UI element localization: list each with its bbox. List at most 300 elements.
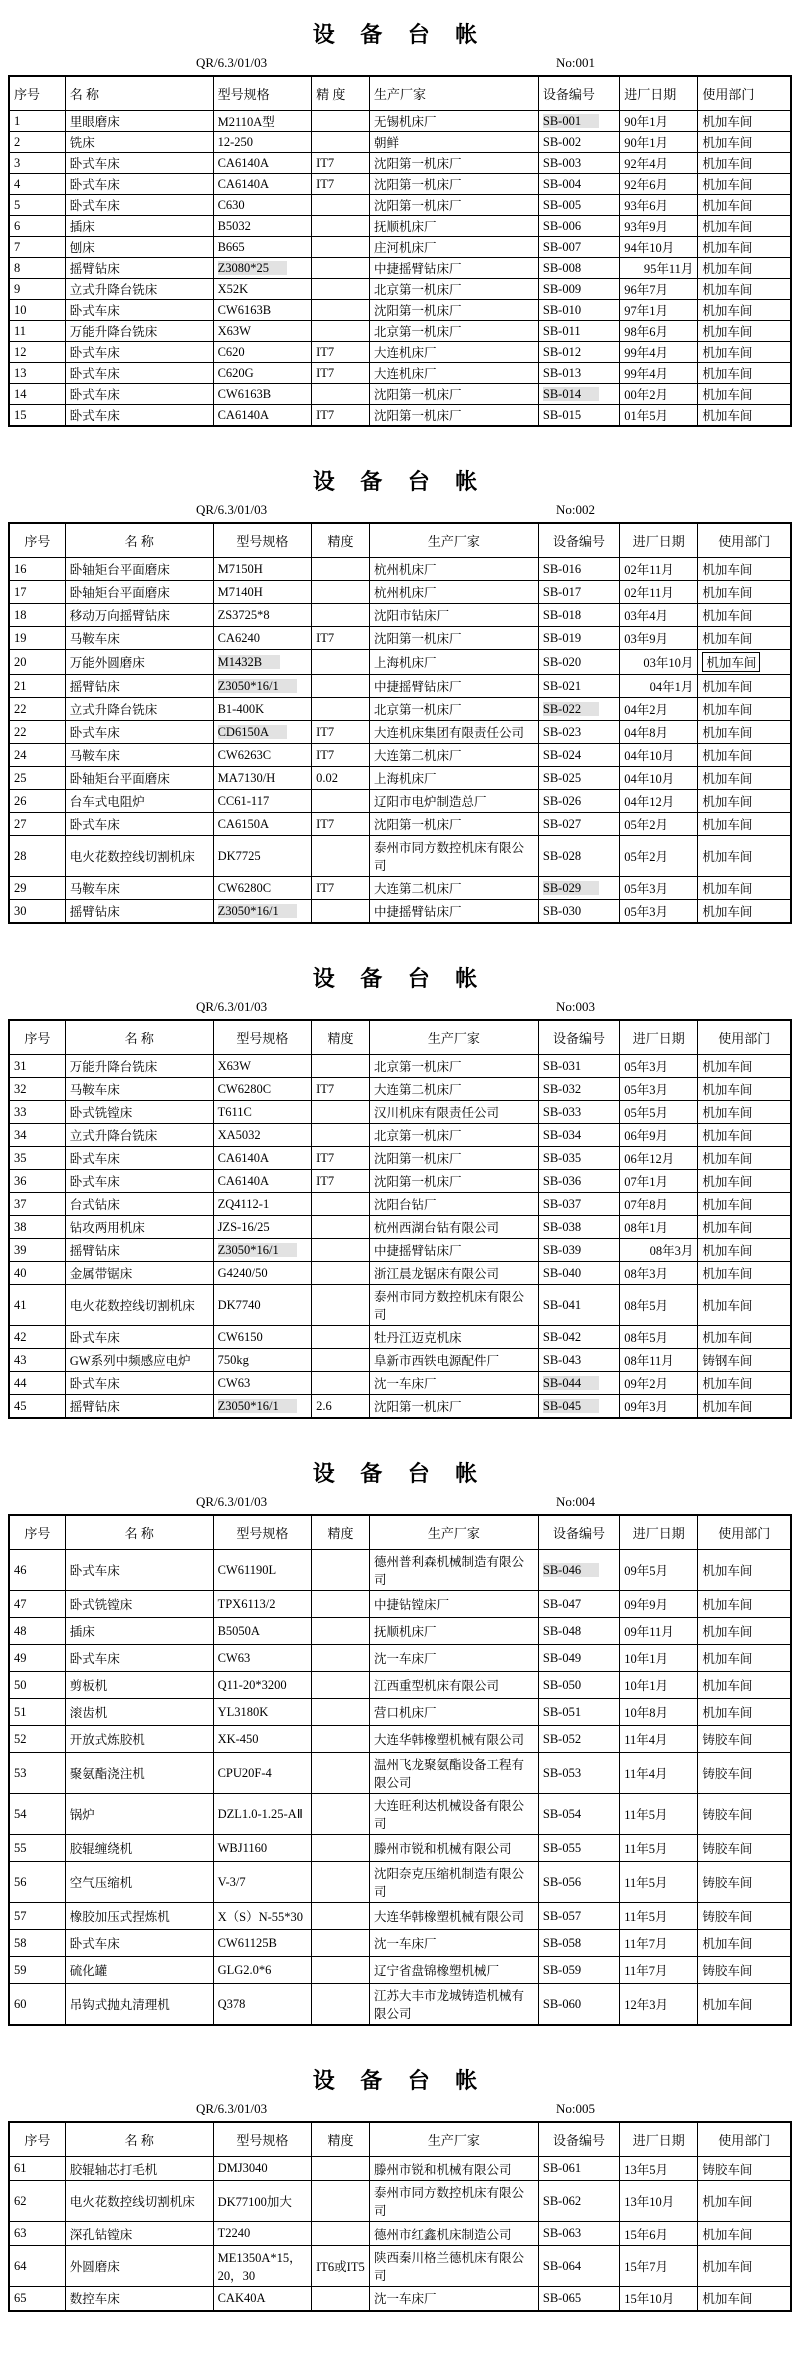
equipment-no-value: SB-018 — [542, 607, 582, 622]
department-value: 机加车间 — [702, 1652, 753, 1666]
cell-equipment-no — [538, 1124, 619, 1147]
equipment-no-value: SB-002 — [542, 134, 582, 149]
cell-equipment-no — [538, 767, 619, 790]
cell-name: 卧式车床 — [65, 1645, 213, 1672]
cell-manufacturer: 辽宁省盘锦橡塑机械厂 — [369, 1957, 538, 1984]
table-row — [9, 627, 791, 650]
cell-date: 00年2月 — [620, 384, 698, 405]
equipment-no-value: SB-040 — [542, 1265, 582, 1280]
table-row — [9, 2246, 791, 2287]
table-row — [9, 1239, 791, 1262]
ledger-section — [8, 954, 792, 1419]
model-value: G4240/50 — [217, 1265, 268, 1280]
cell-date: 15年6月 — [620, 2222, 698, 2246]
cell-precision — [312, 1726, 370, 1753]
cell-model — [213, 1591, 312, 1618]
cell-seq: 63 — [9, 2222, 65, 2246]
cell-precision — [312, 1349, 370, 1372]
page-title: 设 备 台 帐 — [312, 966, 488, 991]
cell-equipment-no — [538, 1957, 619, 1984]
equipment-no-value: SB-048 — [542, 1623, 582, 1638]
equipment-no-value: SB-041 — [542, 1297, 582, 1312]
cell-name: 摇臂钻床 — [65, 675, 213, 698]
cell-date: 08年3月 — [620, 1239, 698, 1262]
cell-manufacturer: 上海机床厂 — [369, 650, 538, 675]
cell-equipment-no — [538, 744, 619, 767]
model-value: B1-400K — [217, 701, 265, 716]
cell-manufacturer: 滕州市锐和机械有限公司 — [369, 1835, 538, 1862]
cell-date: 11年7月 — [620, 1957, 698, 1984]
department-value: 机加车间 — [702, 563, 753, 577]
cell-manufacturer: 中捷摇臂钻床厂 — [369, 675, 538, 698]
cell-department — [698, 1726, 791, 1753]
cell-seq: 11 — [9, 321, 65, 342]
cell-precision — [312, 1055, 370, 1078]
cell-name: 马鞍车床 — [65, 744, 213, 767]
cell-name: 摇臂钻床 — [65, 1239, 213, 1262]
table-row — [9, 384, 791, 405]
model-value: M2110A型 — [217, 115, 275, 129]
cell-model — [213, 237, 312, 258]
cell-department — [698, 216, 791, 237]
page-number: No:003 — [556, 999, 595, 1014]
model-value: X63W — [217, 323, 251, 338]
cell-seq: 58 — [9, 1930, 65, 1957]
cell-seq: 38 — [9, 1216, 65, 1239]
cell-seq: 15 — [9, 405, 65, 427]
cell-manufacturer: 辽阳市电炉制造总厂 — [369, 790, 538, 813]
cell-name: 卧式车床 — [65, 721, 213, 744]
cell-manufacturer: 沈阳第一机床厂 — [369, 384, 538, 405]
cell-seq: 14 — [9, 384, 65, 405]
cell-equipment-no — [538, 2222, 619, 2246]
table-row — [9, 836, 791, 877]
equipment-no-value: SB-026 — [542, 793, 582, 808]
model-value: B5032 — [217, 218, 251, 233]
equipment-no-value: SB-049 — [542, 1650, 582, 1665]
cell-department — [698, 877, 791, 900]
cell-date: 11年5月 — [620, 1835, 698, 1862]
department-value: 机加车间 — [702, 1175, 753, 1189]
cell-equipment-no — [538, 216, 619, 237]
cell-model — [213, 1349, 312, 1372]
cell-seq: 43 — [9, 1349, 65, 1372]
column-header: 生产厂家 — [369, 1020, 538, 1055]
cell-precision — [312, 384, 370, 405]
cell-date: 96年7月 — [620, 279, 698, 300]
table-row — [9, 790, 791, 813]
cell-precision — [312, 790, 370, 813]
cell-date: 90年1月 — [620, 132, 698, 153]
cell-equipment-no — [538, 813, 619, 836]
equipment-no-value: SB-023 — [542, 724, 582, 739]
table-row — [9, 1147, 791, 1170]
cell-model — [213, 836, 312, 877]
equipment-no-value: SB-038 — [542, 1219, 582, 1234]
cell-precision: IT7 — [312, 1170, 370, 1193]
equipment-table — [8, 1514, 792, 2026]
cell-precision — [312, 1591, 370, 1618]
table-row — [9, 813, 791, 836]
equipment-no-value: SB-043 — [542, 1352, 582, 1367]
cell-seq: 32 — [9, 1078, 65, 1101]
cell-model — [213, 195, 312, 216]
cell-manufacturer: 沈阳第一机床厂 — [369, 174, 538, 195]
cell-manufacturer: 沈阳第一机床厂 — [369, 195, 538, 216]
table-row — [9, 195, 791, 216]
cell-manufacturer: 汉川机床有限责任公司 — [369, 1101, 538, 1124]
cell-name: 卧轴矩台平面磨床 — [65, 767, 213, 790]
cell-manufacturer: 大连机床厂 — [369, 342, 538, 363]
cell-date: 05年5月 — [620, 1101, 698, 1124]
cell-precision: IT7 — [312, 1147, 370, 1170]
cell-name: 卧式车床 — [65, 1372, 213, 1395]
cell-seq: 20 — [9, 650, 65, 675]
department-value: 机加车间 — [702, 749, 753, 763]
model-value: CW63 — [217, 1650, 251, 1665]
model-value: CD6150A — [218, 725, 287, 739]
equipment-no-value: SB-056 — [542, 1874, 582, 1889]
cell-name: GW系列中频感应电炉 — [65, 1349, 213, 1372]
table-row — [9, 1699, 791, 1726]
cell-model — [213, 216, 312, 237]
cell-equipment-no — [538, 1055, 619, 1078]
cell-model — [213, 1239, 312, 1262]
equipment-no-value: SB-009 — [542, 281, 582, 296]
model-value: CW6263C — [217, 747, 272, 762]
cell-equipment-no — [538, 558, 619, 581]
cell-name: 卧式车床 — [65, 195, 213, 216]
department-value: 铸钢车间 — [702, 1354, 753, 1368]
cell-precision — [312, 1699, 370, 1726]
equipment-no-value: SB-024 — [542, 747, 582, 762]
cell-precision — [312, 2222, 370, 2246]
cell-model — [213, 1285, 312, 1326]
header-row — [9, 523, 791, 558]
cell-department — [698, 1055, 791, 1078]
cell-date: 92年4月 — [620, 153, 698, 174]
cell-model — [213, 405, 312, 427]
column-header: 进厂日期 — [620, 523, 698, 558]
cell-date: 95年11月 — [620, 258, 698, 279]
cell-model — [213, 1672, 312, 1699]
cell-equipment-no — [538, 174, 619, 195]
equipment-no-value: SB-008 — [542, 260, 582, 275]
model-value: Z3050*16/1 — [218, 1399, 297, 1413]
column-header: 型号规格 — [213, 2122, 312, 2157]
cell-model — [213, 2287, 312, 2311]
cell-department — [698, 1101, 791, 1124]
model-value: ME1350A*15，20，30 — [217, 2251, 302, 2283]
table-row — [9, 2157, 791, 2181]
document — [8, 10, 792, 2312]
cell-model — [213, 1147, 312, 1170]
cell-precision — [312, 1101, 370, 1124]
department-value: 机加车间 — [702, 1152, 753, 1166]
cell-equipment-no — [538, 2246, 619, 2287]
cell-manufacturer: 杭州西湖台钻有限公司 — [369, 1216, 538, 1239]
cell-equipment-no — [538, 1262, 619, 1285]
cell-manufacturer: 中捷钻镗床厂 — [369, 1591, 538, 1618]
cell-model — [213, 279, 312, 300]
table-row — [9, 1395, 791, 1419]
cell-name: 钻攻两用机床 — [65, 1216, 213, 1239]
department-value: 机加车间 — [702, 2292, 753, 2307]
model-value: 750kg — [217, 1352, 249, 1367]
model-value: Z3050*16/1 — [218, 904, 297, 918]
cell-model — [213, 1835, 312, 1862]
form-code: QR/6.3/01/03 — [196, 502, 268, 517]
model-value: CW6280C — [217, 1081, 272, 1096]
cell-manufacturer: 沈阳市钻床厂 — [369, 604, 538, 627]
ledger-section — [8, 1449, 792, 2026]
table-meta — [8, 1494, 792, 1514]
column-header: 精度 — [312, 2122, 370, 2157]
cell-date: 08年3月 — [620, 1262, 698, 1285]
cell-equipment-no — [538, 581, 619, 604]
cell-date: 99年4月 — [620, 342, 698, 363]
department-value: 铸胶车间 — [702, 1767, 753, 1781]
cell-precision — [312, 2181, 370, 2222]
cell-department — [698, 258, 791, 279]
cell-name: 摇臂钻床 — [65, 258, 213, 279]
cell-equipment-no — [538, 675, 619, 698]
department-value: 机加车间 — [702, 2260, 753, 2274]
cell-name: 万能外圆磨床 — [65, 650, 213, 675]
ledger-section — [8, 2056, 792, 2312]
cell-equipment-no — [538, 1147, 619, 1170]
model-value: DK7725 — [217, 848, 261, 863]
cell-precision — [312, 258, 370, 279]
cell-date: 11年5月 — [620, 1862, 698, 1903]
column-header: 进厂日期 — [620, 76, 698, 111]
cell-equipment-no — [538, 1395, 619, 1419]
column-header: 型号规格 — [213, 523, 312, 558]
column-header: 精度 — [312, 1515, 370, 1550]
cell-manufacturer: 北京第一机床厂 — [369, 321, 538, 342]
cell-precision — [312, 216, 370, 237]
table-row — [9, 1726, 791, 1753]
cell-manufacturer: 温州飞龙聚氨酯设备工程有限公司 — [369, 1753, 538, 1794]
cell-department — [698, 1984, 791, 2026]
cell-date: 09年3月 — [620, 1395, 698, 1419]
cell-equipment-no — [538, 1349, 619, 1372]
equipment-no-value: SB-015 — [542, 407, 582, 422]
cell-equipment-no — [538, 1753, 619, 1794]
column-header: 进厂日期 — [620, 1515, 698, 1550]
cell-seq: 29 — [9, 877, 65, 900]
department-value: 铸胶车间 — [702, 1964, 753, 1978]
cell-date: 11年4月 — [620, 1726, 698, 1753]
cell-date: 05年3月 — [620, 900, 698, 924]
table-row — [9, 1618, 791, 1645]
table-row — [9, 2287, 791, 2311]
cell-name: 胶辊轴芯打毛机 — [65, 2157, 213, 2181]
ledger-section — [8, 10, 792, 427]
cell-manufacturer: 大连第二机床厂 — [369, 1078, 538, 1101]
cell-model — [213, 1753, 312, 1794]
model-value: DZL1.0-1.25-AⅡ — [217, 1807, 303, 1821]
cell-name: 卧式车床 — [65, 813, 213, 836]
model-value: XA5032 — [217, 1127, 261, 1142]
equipment-no-value: SB-060 — [542, 1996, 582, 2011]
cell-manufacturer: 上海机床厂 — [369, 767, 538, 790]
equipment-no-value: SB-021 — [542, 678, 582, 693]
cell-precision — [312, 279, 370, 300]
table-row — [9, 1285, 791, 1326]
equipment-no-value: SB-019 — [542, 630, 582, 645]
table-row — [9, 1262, 791, 1285]
cell-date: 15年10月 — [620, 2287, 698, 2311]
cell-model — [213, 1903, 312, 1930]
cell-seq: 26 — [9, 790, 65, 813]
cell-manufacturer: 庄河机床厂 — [369, 237, 538, 258]
cell-model — [213, 174, 312, 195]
cell-name: 硫化罐 — [65, 1957, 213, 1984]
cell-equipment-no — [538, 1078, 619, 1101]
cell-precision: IT7 — [312, 342, 370, 363]
cell-seq: 41 — [9, 1285, 65, 1326]
cell-precision — [312, 1285, 370, 1326]
cell-precision: IT7 — [312, 1078, 370, 1101]
column-header: 精度 — [312, 1020, 370, 1055]
cell-department — [698, 627, 791, 650]
department-value: 机加车间 — [702, 199, 753, 213]
model-value: ZS3725*8 — [217, 607, 270, 622]
cell-name: 卧式车床 — [65, 153, 213, 174]
column-header: 使用部门 — [698, 523, 791, 558]
cell-seq: 9 — [9, 279, 65, 300]
department-value: 铸胶车间 — [702, 2162, 753, 2177]
model-value: DK7740 — [217, 1297, 261, 1312]
column-header: 生产厂家 — [369, 2122, 538, 2157]
cell-seq: 33 — [9, 1101, 65, 1124]
cell-precision — [312, 1645, 370, 1672]
cell-department — [698, 342, 791, 363]
cell-manufacturer: 北京第一机床厂 — [369, 698, 538, 721]
model-value: DMJ3040 — [217, 2161, 268, 2175]
cell-department — [698, 1124, 791, 1147]
cell-precision — [312, 836, 370, 877]
cell-date: 11年5月 — [620, 1794, 698, 1835]
column-header: 序号 — [9, 1515, 65, 1550]
model-value: CW61125B — [217, 1935, 277, 1950]
cell-seq: 1 — [9, 111, 65, 132]
cell-precision — [312, 1193, 370, 1216]
cell-manufacturer: 中捷摇臂钻床厂 — [369, 258, 538, 279]
cell-department — [698, 2246, 791, 2287]
cell-date: 13年5月 — [620, 2157, 698, 2181]
cell-model — [213, 132, 312, 153]
cell-manufacturer: 北京第一机床厂 — [369, 1124, 538, 1147]
cell-equipment-no — [538, 342, 619, 363]
department-value: 机加车间 — [702, 2195, 753, 2209]
department-value: 铸胶车间 — [702, 1876, 753, 1890]
cell-seq: 64 — [9, 2246, 65, 2287]
model-value: M7150H — [217, 561, 263, 576]
cell-seq: 6 — [9, 216, 65, 237]
cell-date: 04年12月 — [620, 790, 698, 813]
equipment-table — [8, 1019, 792, 1419]
cell-equipment-no — [538, 1862, 619, 1903]
cell-name: 马鞍车床 — [65, 627, 213, 650]
column-header: 设备编号 — [538, 1020, 619, 1055]
table-row — [9, 1862, 791, 1903]
cell-model — [213, 675, 312, 698]
cell-name: 卧式车床 — [65, 1550, 213, 1591]
cell-precision — [312, 2157, 370, 2181]
column-header: 设备编号 — [538, 2122, 619, 2157]
cell-manufacturer: 泰州市同方数控机床有限公司 — [369, 836, 538, 877]
cell-precision: IT6或IT5 — [312, 2246, 370, 2287]
model-value: X（S）N-55*30 — [217, 1910, 304, 1924]
cell-date: 09年5月 — [620, 1550, 698, 1591]
cell-date: 97年1月 — [620, 300, 698, 321]
cell-model — [213, 363, 312, 384]
table-row — [9, 698, 791, 721]
cell-date: 03年4月 — [620, 604, 698, 627]
cell-equipment-no — [538, 1903, 619, 1930]
equipment-no-value: SB-055 — [542, 1840, 582, 1855]
cell-name: 卧式车床 — [65, 300, 213, 321]
cell-date: 05年2月 — [620, 813, 698, 836]
cell-seq: 57 — [9, 1903, 65, 1930]
model-value: CA6140A — [217, 1150, 269, 1165]
cell-department — [698, 1239, 791, 1262]
cell-model — [213, 2246, 312, 2287]
department-value: 机加车间 — [702, 262, 753, 276]
cell-model — [213, 258, 312, 279]
model-value: CA6140A — [217, 1173, 269, 1188]
page-number: No:005 — [556, 2101, 595, 2116]
cell-equipment-no — [538, 300, 619, 321]
table-row — [9, 132, 791, 153]
table-row — [9, 767, 791, 790]
table-row — [9, 363, 791, 384]
cell-precision — [312, 1672, 370, 1699]
cell-precision: IT7 — [312, 877, 370, 900]
cell-precision: IT7 — [312, 627, 370, 650]
table-row — [9, 1101, 791, 1124]
cell-seq: 10 — [9, 300, 65, 321]
cell-manufacturer: 沈阳第一机床厂 — [369, 1170, 538, 1193]
cell-manufacturer: 大连旺利达机械设备有限公司 — [369, 1794, 538, 1835]
header-row — [9, 1515, 791, 1550]
cell-precision — [312, 604, 370, 627]
cell-model — [213, 1395, 312, 1419]
cell-equipment-no — [538, 153, 619, 174]
cell-equipment-no — [538, 405, 619, 427]
table-row — [9, 153, 791, 174]
equipment-table — [8, 2121, 792, 2312]
table-row — [9, 237, 791, 258]
cell-manufacturer: 杭州机床厂 — [369, 558, 538, 581]
model-value: CW6280C — [217, 880, 272, 895]
cell-model — [213, 900, 312, 924]
cell-name: 刨床 — [65, 237, 213, 258]
cell-seq: 65 — [9, 2287, 65, 2311]
equipment-no-value: SB-020 — [542, 654, 582, 669]
table-row — [9, 558, 791, 581]
table-row — [9, 1216, 791, 1239]
cell-name: 卧式车床 — [65, 363, 213, 384]
cell-date: 08年5月 — [620, 1326, 698, 1349]
table-row — [9, 1124, 791, 1147]
cell-manufacturer: 大连第二机床厂 — [369, 877, 538, 900]
department-value: 机加车间 — [702, 2227, 753, 2242]
department-value: 机加车间 — [702, 325, 753, 339]
cell-precision: 2.6 — [312, 1395, 370, 1419]
